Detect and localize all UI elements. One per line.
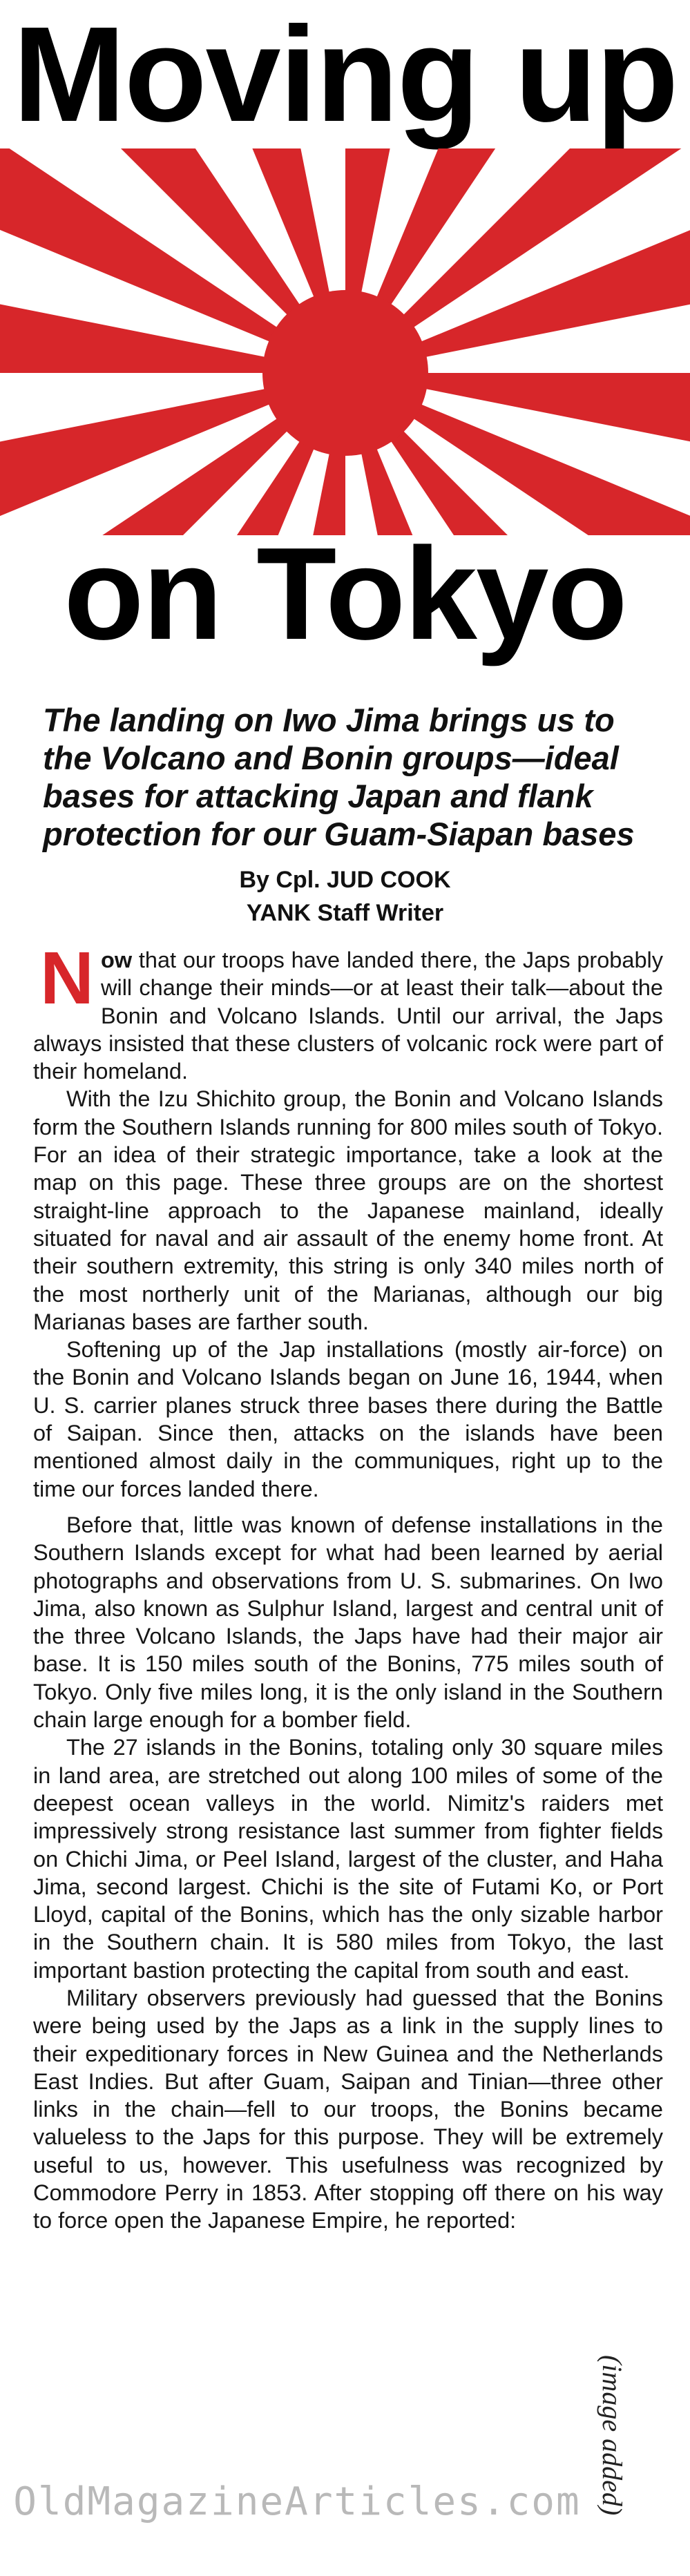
- paragraph-1-text: that our troops have landed there, the Japs probably will change their minds—or at least their talk—about the Bonin and Volcano Islands. Until our arrival, the Japs always insisted that these clusters of volcanic rock were part of their homeland.: [33, 948, 663, 1084]
- byline-role: YANK Staff Writer: [246, 900, 444, 926]
- drop-cap: N: [40, 936, 94, 1019]
- headline-top: Moving up: [12, 0, 678, 150]
- byline-author: By Cpl. JUD COOK: [239, 867, 451, 893]
- paragraph-4: Before that, little was known of defense installations in the Southern Islands except for what had been learned by aerial photographs and observations from U. S. submarines. On Iwo Jima, also known as Sulphur Island, largest and central unit of the three Volcano Islands, the Japs have had their major air base. It is 150 miles south of the Bonins, 775 miles south of Tokyo. Only five miles long, it is the only island in the Southern chain large enough for a bomber field.: [33, 1512, 663, 1733]
- article-body: [33, 936, 663, 2235]
- image-added-note: (image added): [597, 2355, 628, 2516]
- headline-bottom: on Tokyo: [64, 521, 626, 667]
- paragraph-2: With the Izu Shichito group, the Bonin and Volcano Islands form the Southern Islands running for 800 miles south of Tokyo. For an idea of their strategic importance, take a look at the map on this page. These three groups are on the shortest straight-line approach to the Japanese mainland, ideally situated for naval and air assault of the enemy home front. At their southern extremity, this string is only 340 miles north of the most northerly unit of the Marianas, although our big Marianas bases are farther south.: [33, 1086, 663, 1334]
- lead-word: ow: [101, 948, 133, 972]
- article-deck: The landing on Iwo Jima brings us to the Volcano and Bonin groups—ideal bases for attacking Japan and flank protection for our Guam-Siapan bases: [43, 702, 635, 852]
- paragraph-1: [33, 936, 663, 1085]
- rising-sun-flag-icon: [0, 148, 690, 535]
- paragraph-3: Softening up of the Jap installations (mostly air-force) on the Bonin and Volcano Islands began on June 16, 1944, when U. S. carrier planes struck three bases there during the Battle of Saipan. Since then, attacks on the islands have been mentioned almost daily in the communiques, right up to the time our forces landed there.: [33, 1337, 663, 1501]
- watermark: OldMagazineArticles.com: [13, 2479, 581, 2524]
- paragraph-6: Military observers previously had guessed that the Bonins were being used by the Japs as a link in the supply lines to their expeditionary forces in New Guinea and the Netherlands East Indies. But after Guam, Saipan and Tinian—three other links in the chain—fell to our troops, the Bonins became valueless to the Japs for this purpose. They will be extremely useful to us, however. This usefulness was recognized by Commodore Perry in 1853. After stopping off there on his way to force open the Japanese Empire, he reported:: [33, 1985, 663, 2233]
- paragraph-5: The 27 islands in the Bonins, totaling only 30 square miles in land area, are stretched out along 100 miles of some of the deepest ocean valleys in the world. Nimitz's raiders met impressively strong resistance last summer from fighter fields on Chichi Jima, or Peel Island, largest of the cluster, and Haha Jima, second largest. Chichi is the site of Futami Ko, or Port Lloyd, capital of the Bonins, which has the only sizable harbor in the Southern chain. It is 580 miles from Tokyo, the last important bastion protecting the capital from south and east.: [33, 1735, 663, 1983]
